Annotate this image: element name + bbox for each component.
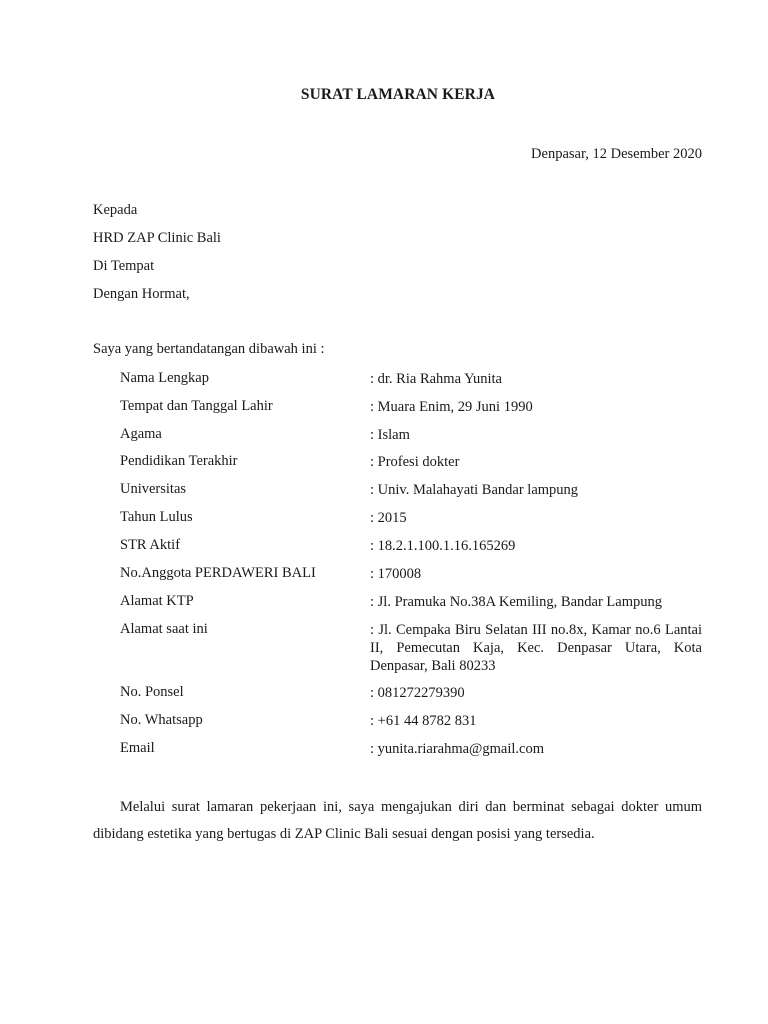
field-label: Alamat saat ini	[120, 621, 208, 637]
field-value: : Profesi dokter	[370, 454, 460, 470]
addressee-company: HRD ZAP Clinic Bali	[93, 230, 221, 246]
addressee-to: Kepada	[93, 202, 138, 218]
letter-date: Denpasar, 12 Desember 2020	[531, 146, 702, 162]
field-value: : 081272279390	[370, 685, 465, 701]
letter-title: SURAT LAMARAN KERJA	[300, 86, 496, 103]
body-paragraph: Melalui surat lamaran pekerjaan ini, saya mengajukan diri dan berminat sebagai dokter umum dibidang estetika yang bertugas di ZAP Clinic Bali sesuai dengan posisi yang tersedia.	[93, 799, 702, 842]
field-label: Universitas	[120, 481, 187, 497]
field-value: : 2015	[370, 510, 407, 526]
field-label: No. Whatsapp	[120, 712, 203, 728]
field-label: Pendidikan Terakhir	[120, 453, 238, 469]
field-label: Alamat KTP	[120, 593, 194, 609]
intro-line: Saya yang bertandatangan dibawah ini :	[93, 341, 325, 357]
field-value: : 18.2.1.100.1.16.165269	[370, 538, 516, 554]
field-label: Agama	[120, 426, 162, 442]
addressee-place: Di Tempat	[93, 258, 155, 274]
field-value: : Jl. Cempaka Biru Selatan III no.8x, Kamar no.6 Lantai II, Pemecutan Kaja, Kec. Denpasar Utara, Kota Denpasar, Bali 80233	[370, 622, 702, 674]
field-label: STR Aktif	[120, 537, 181, 553]
field-label: Tempat dan Tanggal Lahir	[120, 398, 273, 414]
field-label: No.Anggota PERDAWERI BALI	[120, 565, 316, 581]
field-value: : 170008	[370, 566, 422, 582]
field-label: No. Ponsel	[120, 684, 184, 700]
field-label: Email	[120, 740, 155, 756]
field-value: : Islam	[370, 427, 410, 443]
field-label: Nama Lengkap	[120, 370, 209, 386]
field-value: : Jl. Pramuka No.38A Kemiling, Bandar Lampung	[370, 594, 662, 610]
field-value: : Univ. Malahayati Bandar lampung	[370, 482, 579, 498]
field-label: Tahun Lulus	[120, 509, 193, 525]
greeting: Dengan Hormat,	[93, 286, 190, 302]
field-value: : dr. Ria Rahma Yunita	[370, 371, 502, 387]
field-value: : yunita.riarahma@gmail.com	[370, 741, 545, 757]
field-value: : Muara Enim, 29 Juni 1990	[370, 399, 533, 415]
field-value: : +61 44 8782 831	[370, 713, 477, 729]
